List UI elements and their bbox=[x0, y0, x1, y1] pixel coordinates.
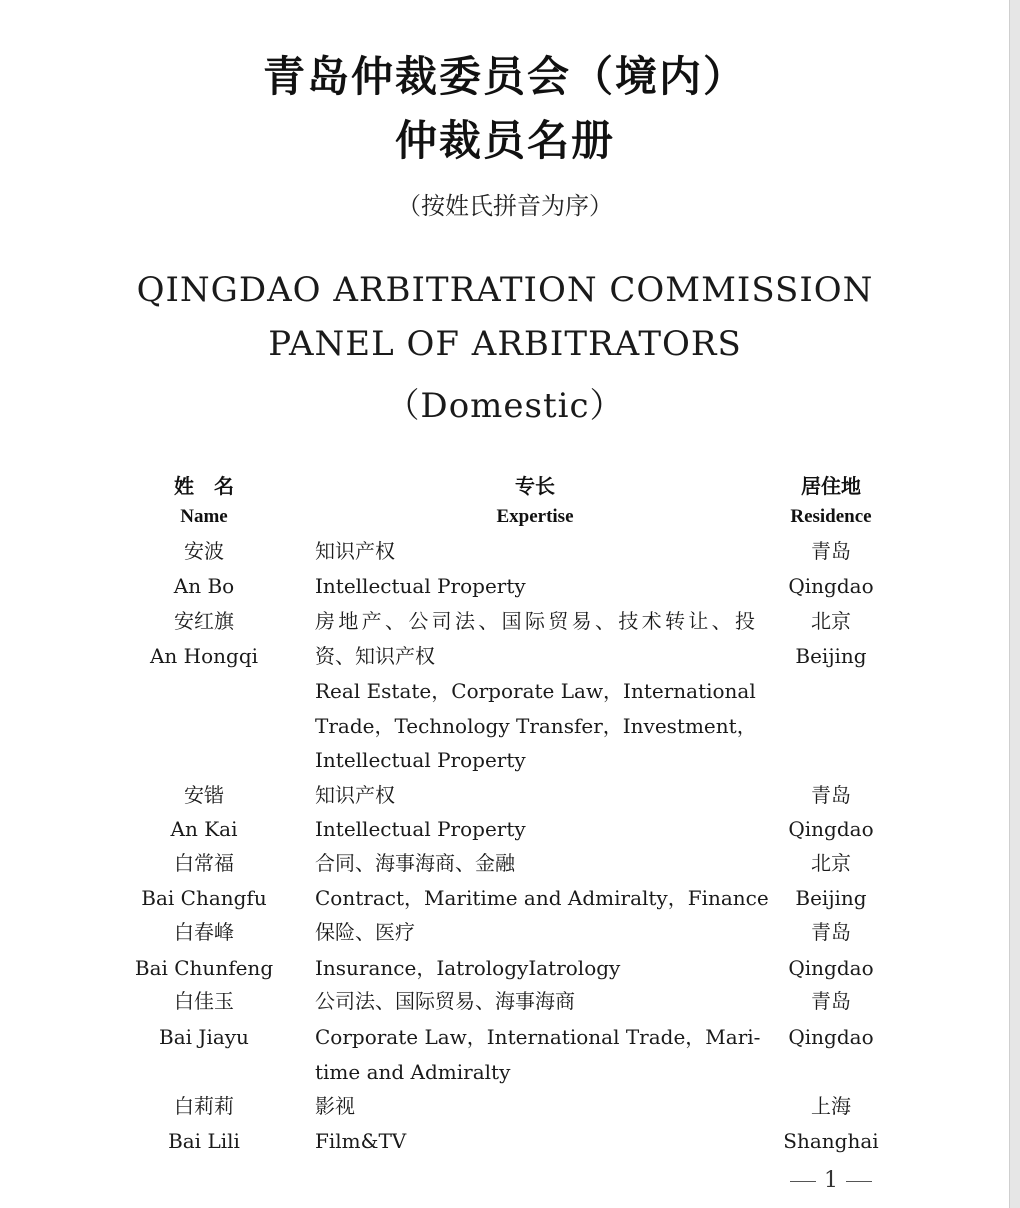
entry-name-cn: 白常福 bbox=[174, 851, 234, 875]
entry-residence-cn: 青岛 bbox=[811, 989, 851, 1013]
entry-residence-cn: 上海 bbox=[811, 1094, 851, 1118]
entry-name-cn: 安红旗 bbox=[174, 609, 234, 633]
entry-name-cn: 安锴 bbox=[184, 783, 224, 807]
page-number: 1 bbox=[824, 1168, 838, 1193]
entry-residence-cn: 青岛 bbox=[811, 920, 851, 944]
entry-name-en: Bai Chunfeng bbox=[134, 956, 274, 980]
title-en-line1: QINGDAO ARBITRATION COMMISSION bbox=[136, 270, 874, 310]
entry-expertise-cn: 公司法、国际贸易、海事海商 bbox=[315, 989, 575, 1013]
column-header-residence-en: Residence bbox=[790, 506, 872, 527]
title-en-line2: PANEL OF ARBITRATORS bbox=[268, 324, 742, 364]
column-header-expertise-en: Expertise bbox=[496, 506, 574, 527]
footer-dash-left bbox=[790, 1181, 816, 1182]
entry-expertise-en: Contract，Maritime and Admiralty，Finance bbox=[315, 886, 769, 910]
entry-name-en: Bai Changfu bbox=[141, 886, 267, 910]
column-header-name-cn: 姓 名 bbox=[174, 474, 234, 498]
entry-expertise-cn: 资、知识产权 bbox=[315, 644, 435, 668]
entry-residence-en: Beijing bbox=[795, 886, 867, 910]
entry-expertise-cn: 知识产权 bbox=[315, 539, 395, 563]
entry-name-en: An Kai bbox=[170, 817, 238, 841]
title-cn-line2: 仲裁员名册 bbox=[394, 116, 615, 165]
entry-residence-en: Shanghai bbox=[783, 1129, 879, 1153]
entry-residence-cn: 北京 bbox=[811, 609, 851, 633]
entry-expertise-en: Intellectual Property bbox=[315, 748, 526, 772]
entry-name-cn: 白佳玉 bbox=[174, 989, 234, 1013]
entry-name-cn: 安波 bbox=[184, 539, 224, 563]
entry-residence-cn: 青岛 bbox=[811, 539, 851, 563]
footer-dash-right bbox=[846, 1181, 872, 1182]
entry-name-en: An Hongqi bbox=[149, 644, 259, 668]
entry-expertise-cn: 保险、医疗 bbox=[315, 920, 415, 944]
entry-expertise-en: Real Estate，Corporate Law，International bbox=[315, 679, 756, 703]
entry-residence-en: Qingdao bbox=[788, 817, 874, 841]
entry-expertise-en: Film&TV bbox=[315, 1129, 407, 1153]
entry-residence-en: Qingdao bbox=[788, 574, 874, 598]
entry-expertise-en: Insurance，IatrologyIatrology bbox=[315, 956, 621, 980]
entry-expertise-en: Corporate Law，International Trade，Mari- bbox=[315, 1025, 761, 1049]
entry-residence-cn: 北京 bbox=[811, 851, 851, 875]
entry-expertise-cn: 影视 bbox=[315, 1094, 355, 1118]
entry-name-en: Bai Jiayu bbox=[159, 1025, 249, 1049]
entry-expertise-en: Trade，Technology Transfer，Investment， bbox=[315, 714, 757, 738]
entry-expertise-en: time and Admiralty bbox=[315, 1060, 511, 1084]
entry-expertise-cn: 房地产、公司法、国际贸易、技术转让、投 bbox=[315, 609, 755, 633]
title-en-line3: （Domestic） bbox=[385, 386, 625, 426]
entry-name-cn: 白春峰 bbox=[174, 920, 234, 944]
page-edge bbox=[1009, 0, 1020, 1208]
entry-residence-cn: 青岛 bbox=[811, 783, 851, 807]
column-header-expertise-cn: 专长 bbox=[515, 474, 555, 498]
entry-residence-en: Qingdao bbox=[788, 1025, 874, 1049]
entry-name-en: An Bo bbox=[173, 574, 235, 598]
entry-residence-en: Beijing bbox=[795, 644, 867, 668]
entry-expertise-cn: 知识产权 bbox=[315, 783, 395, 807]
column-header-residence-cn: 居住地 bbox=[801, 474, 861, 498]
title-cn-line1: 青岛仲裁委员会（境内） bbox=[262, 52, 747, 101]
entry-expertise-en: Intellectual Property bbox=[315, 817, 526, 841]
page-footer bbox=[776, 1168, 886, 1193]
column-header-name-en: Name bbox=[180, 506, 228, 527]
entry-name-cn: 白莉莉 bbox=[174, 1094, 234, 1118]
entry-expertise-cn: 合同、海事海商、金融 bbox=[315, 851, 515, 875]
entry-expertise-en: Intellectual Property bbox=[315, 574, 526, 598]
entry-residence-en: Qingdao bbox=[788, 956, 874, 980]
subtitle-cn: （按姓氏拼音为序） bbox=[397, 192, 613, 220]
entry-name-en: Bai Lili bbox=[168, 1129, 240, 1153]
